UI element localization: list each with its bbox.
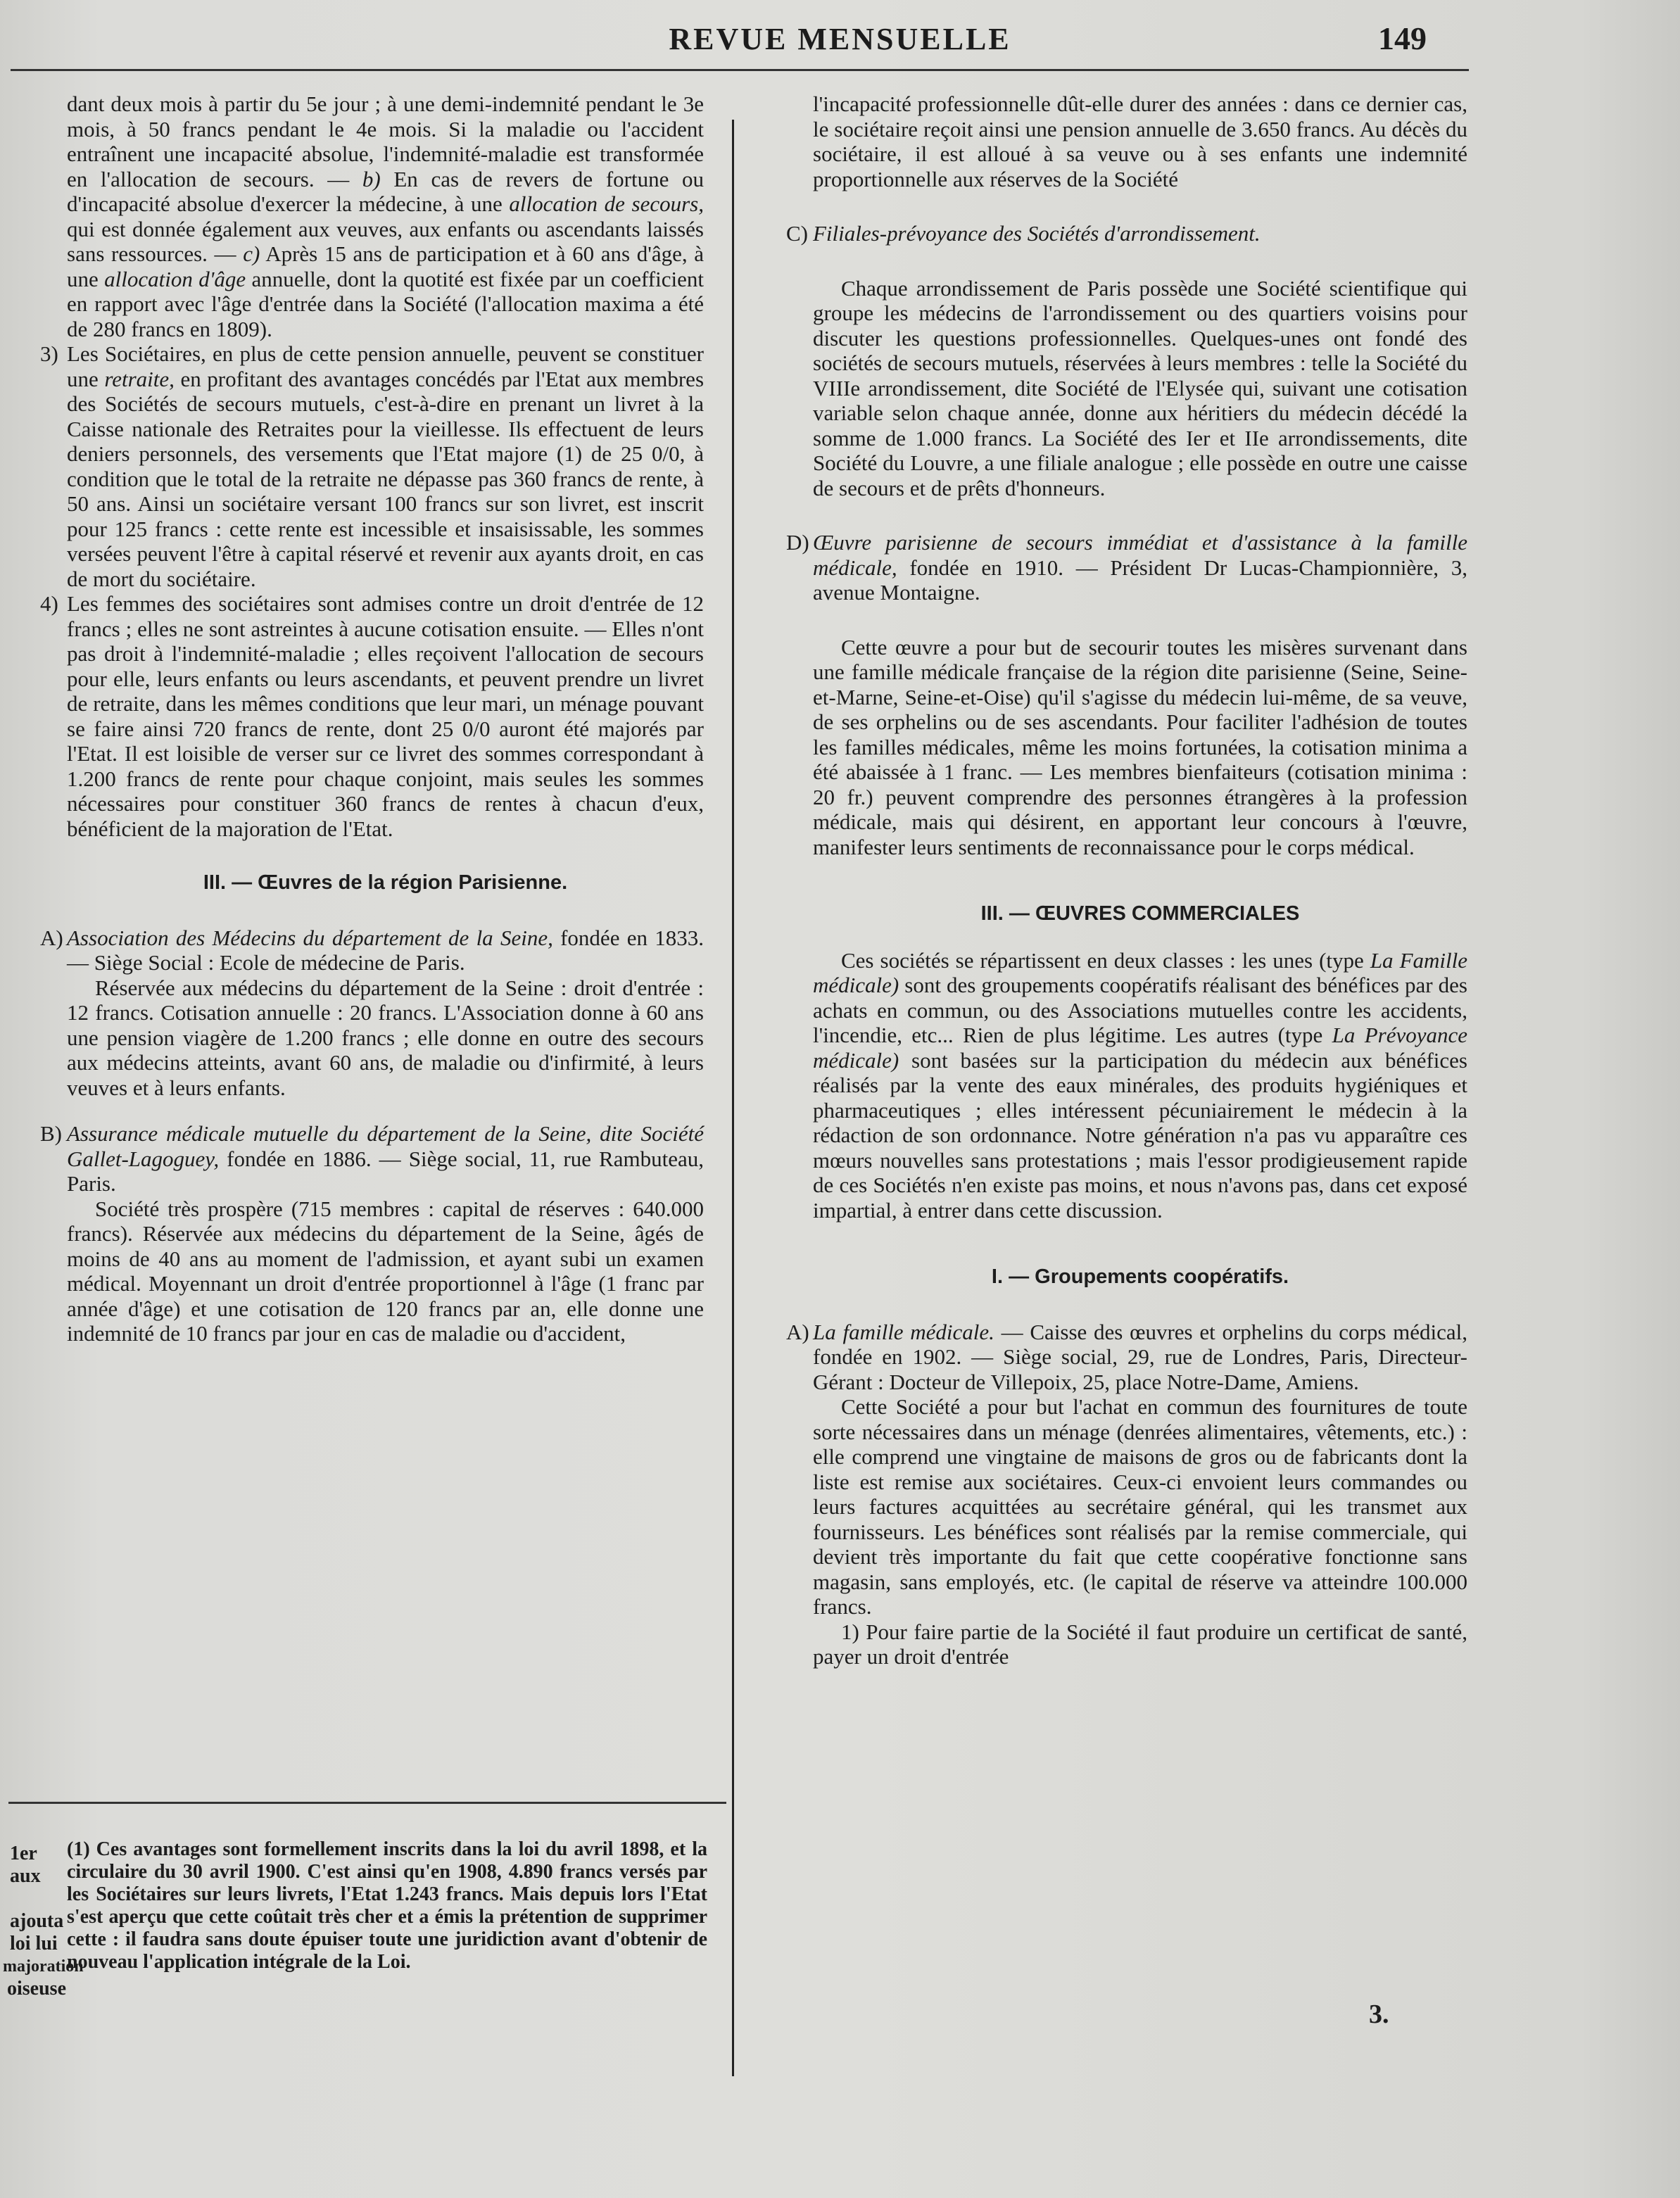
item-4-femmes: 4) Les femmes des sociétaires sont admises contre un droit d'entrée de 12 francs ; elles ne sont astreintes à aucune cotisation ensuite. — Elles n'ont pas droit à l'indemnité-maladie ; elles reçoivent l'allocation de secours pour elle, leurs enfants ou leurs ascendants, et peuvent prendre un livret de retraite, dans les mêmes conditions que leur mari, un ménage pouvant se faire ainsi 720 francs de rente, dont 25 0/0 auront été majorés par l'Etat. Il est loisible de verser sur ce livret des sommes correspondant à 1.200 francs de rente pour chaque conjoint, mais seules les sommes nécessaires pour constituer 360 francs de rentes à chacun d'eux, bénéficient de la majoration de l'Etat. — [40, 591, 704, 841]
section-heading-groupements: I. — Groupements coopératifs. — [991, 1265, 1289, 1288]
item-marker: A) — [786, 1319, 809, 1344]
page-number: 149 — [1378, 20, 1427, 56]
footnote-margin-fragment: loi lui — [10, 1933, 58, 1954]
item-d-oeuvre-parisienne: D) Œuvre parisienne de secours immédiat et d'assistance à la famille médicale, fondée en 1910. — Président Dr Lucas-Championnière, 3, avenue Montaigne. — [786, 530, 1467, 605]
paragraph-assurance-details: Société très prospère (715 membres : capital de réserves : 640.000 francs). Réservée aux médecins du département de la Seine, âgés de moins de 40 ans au moment de l'admission, et ayant subi un examen médical. Moyennant un droit d'entrée proportionnel à l'âge (1 franc par année d'âge) et une cotisation de 120 francs par an, elle donne une indemnité de 10 francs par jour en cas de maladie ou d'accident, — [67, 1196, 704, 1346]
footnote-margin-fragment: oiseuse — [7, 1978, 66, 2000]
item-a-association: A) Association des Médecins du département de la Seine, fondée en 1833. — Siège Social : Ecole de médecine de Paris. — [40, 925, 704, 975]
item-c-filiales: C) Filiales-prévoyance des Sociétés d'arrondissement. — [786, 221, 1261, 246]
footnote-margin-fragment: majoration — [3, 1957, 84, 1976]
page-header-title: REVUE MENSUELLE — [669, 22, 1011, 56]
item-a-famille-medicale: A) La famille médicale. — Caisse des œuvres et orphelins du corps médical, fondée en 1902. — Siège social, 29, rue de Londres, Paris, Directeur-Gérant : Docteur de Villepoix, 25, place Notre-Dame, Amiens. — [786, 1319, 1467, 1394]
column-divider — [732, 120, 734, 2076]
paragraph-arrondissements: Chaque arrondissement de Paris possède une Société scientifique qui groupe les médecins de l'arrondissement ou des quartiers voisins pour discuter les questions professionnelles. Quelques-unes ont fondé des sociétés de secours mutuels, réservées à leurs membres : telle la Société du VIIIe arrondissement, dite Société de l'Elysée qui, suivant une cotisation variable selon chaque année, donne aux héritiers du médecin décédé la somme de 1.000 francs. La Société des Ier et IIe arrondissements, dite Société du Louvre, a une filiale analogue ; elle possède en outre une caisse de secours et de prêts d'honneurs. — [813, 275, 1467, 500]
item-marker: C) — [786, 221, 808, 246]
footnote-rule — [8, 1802, 726, 1804]
item-b-assurance: B) Assurance médicale mutuelle du département de la Seine, dite Société Gallet-Lagoguey, fondée en 1886. — Siège social, 11, rue Rambuteau, Paris. — [40, 1121, 704, 1196]
paragraph-oeuvre-details: Cette œuvre a pour but de secourir toutes les misères survenant dans une famille médicale française de la région dite parisienne (Seine, Seine-et-Marne, Seine-et-Oise) qu'il s'agisse du médecin lui-même, de sa veuve, de ses orphelins ou de ses ascendants. Pour faciliter l'adhésion de toutes les familles médicales, même les moins fortunées, la cotisation minima a été abaissée à 1 franc. — Les membres bienfaiteurs (cotisation minima : 20 fr.) peuvent comprendre des personnes étrangères à la profession médicale, mais qui désirent, en apportant leur concours à l'œuvre, manifester leurs sentiments de reconnaissance pour le corps médical. — [813, 634, 1467, 859]
footnote: (1) Ces avantages sont formellement inscrits dans la loi du avril 1898, et la circulaire du 30 avril 1900. C'est ainsi qu'en 1908, 4.890 francs versés par les Sociétaires sur leurs livrets, l'Etat 1.243 francs. Mais depuis lors l'Etat s'est aperçu que cette coûtait très cher et a émis la prétention de supprimer cette : il faudra sans doute épuiser toute une juridiction avant d'obtenir de nouveau l'application intégrale de la Loi. — [67, 1838, 707, 1973]
item-marker: 4) — [40, 591, 58, 616]
paragraph-allocations: dant deux mois à partir du 5e jour ; à une demi-indemnité pendant le 3e mois, à 50 francs pendant le 4e mois. Si la maladie ou l'accident entraînent une incapacité absolue, l'indemnité-maladie est transformée en l'allocation de secours. — b) En cas de revers de fortune ou d'incapacité absolue d'exercer la médecine, à une allocation de secours, qui est donnée également aux veuves, aux enfants ou ascendants laissés sans ressources. — c) Après 15 ans de participation et à 60 ans d'âge, à une allocation d'âge annuelle, dont la quotité est fixée par un coefficient en rapport avec l'âge d'entrée dans la Société (l'allocation maxima a été de 280 francs en 1809). — [67, 91, 704, 341]
paragraph-association-details: Réservée aux médecins du département de la Seine : droit d'entrée : 12 francs. Cotisation annuelle : 20 francs. L'Association donne à 60 ans une pension viagère de 1.200 francs ; elle donne en outre des secours aux médecins atteints, avant 60 ans, de maladie ou d'infirmité, à leurs veuves et à leurs enfants. — [67, 975, 704, 1100]
header-rule — [11, 69, 1469, 71]
paragraph-famille-details: Cette Société a pour but l'achat en commun des fournitures de toute sorte nécessaires dans un ménage (denrées alimentaires, vêtements, etc.) : elle comprend une vingtaine de maisons de gros ou de fabricants dont la liste est remise aux sociétaires. Ceux-ci envoient leurs commandes ou leurs factures acquittées au secrétaire général, qui les transmet aux fournisseurs. Les bénéfices sont réalisés par la remise commerciale, qui devient très importante du fait que cette coopérative fonctionne sans magasin, sans employés, etc. (le capital de réserve va atteindre 100.000 francs. — [813, 1394, 1467, 1619]
signature-mark: 3. — [1369, 2000, 1389, 2029]
item-marker: D) — [786, 530, 809, 555]
section-heading-region-parisienne: III. — Œuvres de la région Parisienne. — [203, 871, 568, 894]
footnote-margin-fragment: aux — [10, 1865, 41, 1887]
right-column — [786, 91, 1468, 1669]
footnote-margin-fragment: ajouta — [10, 1910, 64, 1932]
paragraph-commerciales: Ces sociétés se répartissent en deux classes : les unes (type La Famille médicale) sont des groupements coopératifs réalisant des bénéfices par des achats en commun, ou des Associations mutuelles contre les accidents, l'incendie, etc... Rien de plus légitime. Les autres (type La Prévoyance médicale) sont basées sur la participation du médecin aux bénéfices réalisés par la vente des eaux minérales, des produits hygiéniques et pharmaceutiques ; elles intéressent pécuniairement le médecin à la rédaction de son ordonnance. Notre génération n'a pas vu apparaître ces mœurs nouvelles sans protestations ; mais l'essor prodigieusement rapide de ces Sociétés n'en existe pas moins, et nous n'avons pas, dans cet exposé impartial, à entrer dans cette discussion. — [813, 947, 1468, 1223]
item-3-retraite: 3) Les Sociétaires, en plus de cette pension annuelle, peuvent se constituer une retraite, en profitant des avantages concédés par l'Etat aux membres des Sociétés de secours mutuels, c'est-à-dire en prenant un livret à la Caisse nationale des Retraites pour la vieillesse. Ils effectuent de leurs deniers personnels, des versements que l'Etat majore (1) de 25 0/0, à condition que le total de la retraite ne dépasse pas 360 francs de rente, à 50 ans. Ainsi un sociétaire versant 100 francs sur son livret, est inscrit pour 125 francs : cette rente est incessible et insaisissable, les sommes versées peuvent l'être à capital réservé et revenir aux ayants droit, en cas de mort du sociétaire. — [40, 341, 705, 591]
item-marker: B) — [40, 1121, 62, 1146]
item-marker: A) — [40, 925, 63, 950]
paragraph-incapacite: l'incapacité professionnelle dût-elle durer des années : dans ce dernier cas, le sociétaire reçoit ainsi une pension annuelle de 3.650 francs. Au décès du sociétaire, il est alloué à sa veuve ou à ses enfants une indemnité proportionnelle aux réserves de la Société — [813, 91, 1467, 191]
left-column — [40, 91, 705, 1346]
paragraph-conditions: 1) Pour faire partie de la Société il faut produire un certificat de santé, payer un droit d'entrée — [813, 1619, 1467, 1669]
footnote-margin-fragment: 1er — [10, 1843, 37, 1864]
section-heading-oeuvres-commerciales: III. — ŒUVRES COMMERCIALES — [980, 902, 1300, 925]
item-marker: 3) — [40, 341, 58, 366]
